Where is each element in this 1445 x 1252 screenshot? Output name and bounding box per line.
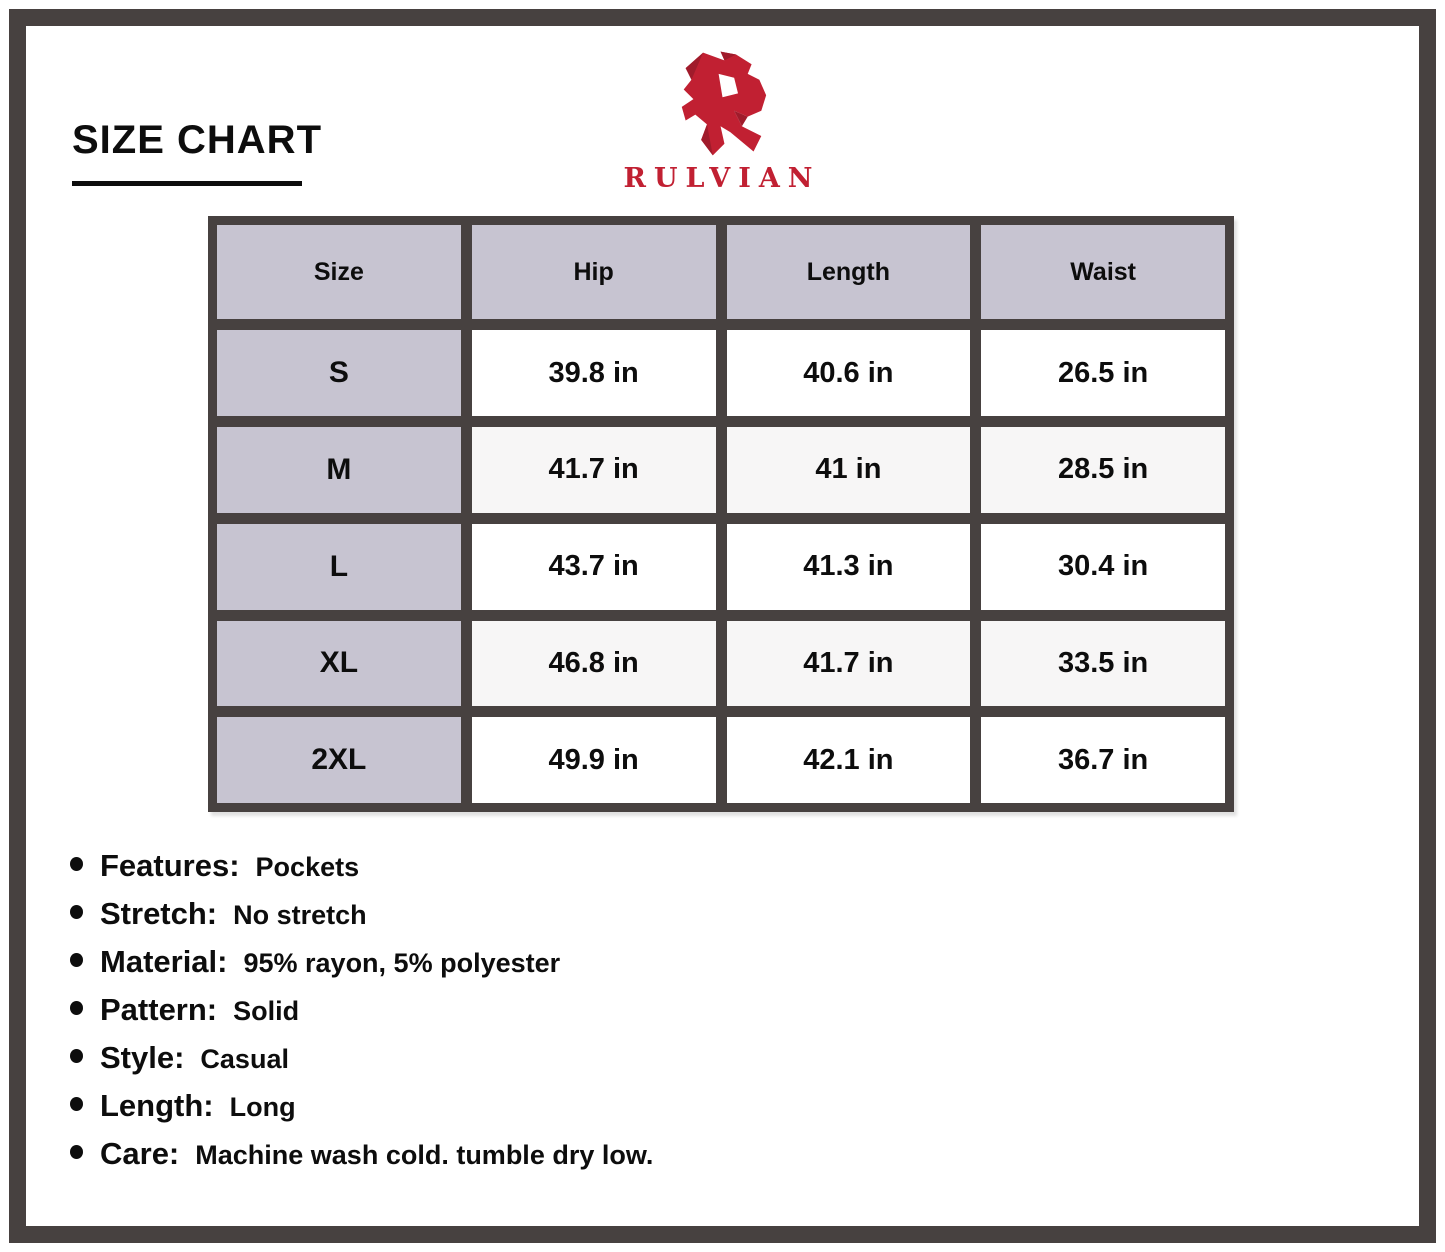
table-cell-length: 41 in: [727, 427, 971, 513]
table-cell-hip: 49.9 in: [472, 717, 716, 803]
table-cell-length: 41.7 in: [727, 621, 971, 707]
detail-item-material: [70, 944, 653, 979]
bullet-icon: [70, 953, 83, 967]
detail-label: Material:: [100, 944, 228, 979]
brand-logo: [572, 50, 872, 194]
table-row-size-label: XL: [217, 621, 461, 707]
table-cell-waist: 30.4 in: [981, 524, 1225, 610]
detail-item-stretch: [70, 896, 653, 931]
table-row-size-label: L: [217, 524, 461, 610]
detail-label: Length:: [100, 1088, 214, 1123]
detail-value: Pockets: [255, 852, 360, 882]
table-cell-length: 42.1 in: [727, 717, 971, 803]
detail-value: Long: [229, 1092, 296, 1122]
detail-label: Features:: [100, 848, 240, 883]
bullet-icon: [70, 1001, 83, 1015]
detail-value: Machine wash cold. tumble dry low.: [195, 1140, 654, 1170]
table-cell-length: 41.3 in: [727, 524, 971, 610]
detail-item-features: [70, 848, 653, 883]
bullet-icon: [70, 905, 83, 919]
table-cell-hip: 46.8 in: [472, 621, 716, 707]
table-cell-waist: 28.5 in: [981, 427, 1225, 513]
bullet-icon: [70, 1145, 83, 1159]
detail-label: Care:: [100, 1136, 180, 1171]
detail-item-care: [70, 1136, 653, 1171]
detail-value: 95% rayon, 5% polyester: [243, 948, 561, 978]
table-row-size-label: M: [217, 427, 461, 513]
table-cell-hip: 41.7 in: [472, 427, 716, 513]
brand-name: RULVIAN: [623, 163, 821, 194]
bullet-icon: [70, 1049, 83, 1063]
detail-item-length: [70, 1088, 653, 1123]
detail-item-style: [70, 1040, 653, 1075]
column-header-hip: Hip: [472, 225, 716, 319]
table-cell-hip: 43.7 in: [472, 524, 716, 610]
table-row-size-label: S: [217, 330, 461, 416]
column-header-size: Size: [217, 225, 461, 319]
column-header-waist: Waist: [981, 225, 1225, 319]
detail-item-pattern: [70, 992, 653, 1027]
detail-label: Stretch:: [100, 896, 218, 931]
product-details-list: [70, 848, 653, 1184]
table-cell-waist: 26.5 in: [981, 330, 1225, 416]
table-cell-hip: 39.8 in: [472, 330, 716, 416]
size-chart-table: [208, 216, 1234, 812]
column-header-length: Length: [727, 225, 971, 319]
table-row-size-label: 2XL: [217, 717, 461, 803]
bullet-icon: [70, 1097, 83, 1111]
table-cell-waist: 33.5 in: [981, 621, 1225, 707]
detail-label: Style:: [100, 1040, 185, 1075]
detail-value: Solid: [233, 996, 300, 1026]
table-cell-waist: 36.7 in: [981, 717, 1225, 803]
rulvian-r-logo-icon: [674, 50, 771, 158]
page-title: SIZE CHART: [72, 118, 322, 162]
title-underline: [72, 181, 302, 186]
detail-label: Pattern:: [100, 992, 218, 1027]
bullet-icon: [70, 857, 83, 871]
detail-value: No stretch: [233, 900, 367, 930]
table-cell-length: 40.6 in: [727, 330, 971, 416]
detail-value: Casual: [200, 1044, 289, 1074]
